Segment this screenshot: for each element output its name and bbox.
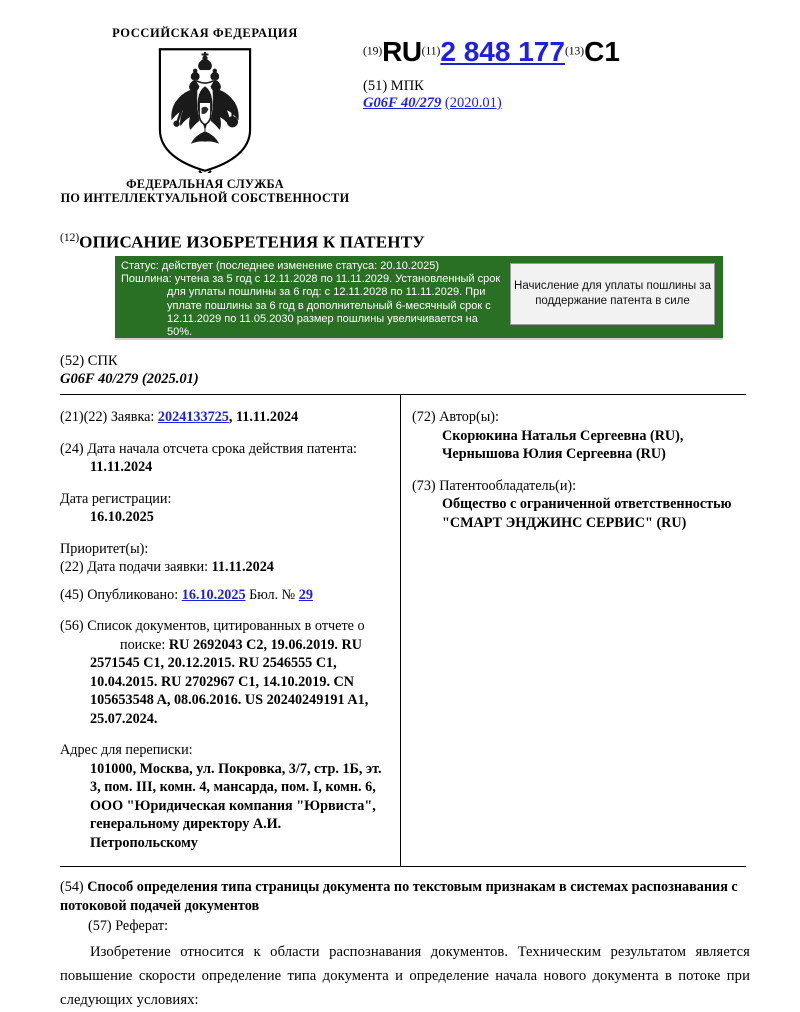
status-value: действует (последнее изменение статуса: 20.10.2025) xyxy=(161,260,439,272)
registration-label: Дата регистрации: xyxy=(60,490,172,507)
authors-value: Скорюкина Наталья Сергеевна (RU), Чернышова Юлия Сергеевна (RU) xyxy=(442,427,684,462)
published-label: Опубликовано: xyxy=(87,586,179,603)
inid-code-45: (45) xyxy=(60,586,84,603)
term-start-label: Дата начала отсчета срока действия патента: xyxy=(87,440,357,457)
abstract-heading xyxy=(88,918,168,935)
document-type-heading xyxy=(60,232,425,253)
filing-date-label: Дата подачи заявки: xyxy=(87,559,209,575)
status-line xyxy=(121,260,521,273)
holders-header xyxy=(412,477,742,496)
inid-code-54: (54) xyxy=(60,879,84,895)
correspondence-label: Адрес для переписки: xyxy=(60,742,193,758)
top-divider-rule xyxy=(60,394,746,395)
ipc-block xyxy=(363,78,783,112)
holders-field xyxy=(412,477,742,533)
filing-date-row xyxy=(60,558,390,577)
inid-code-51: (51) xyxy=(363,78,388,94)
inid-code-21-22: (21)(22) xyxy=(60,409,108,425)
fee-notice-card[interactable] xyxy=(510,263,715,325)
registration-value: 16.10.2025 xyxy=(90,509,154,525)
application-field xyxy=(60,408,390,427)
cpc-header xyxy=(60,352,199,370)
bulletin-number-link[interactable]: 29 xyxy=(298,586,313,603)
term-start-field xyxy=(60,440,390,477)
inid-code-19: (19) xyxy=(363,45,383,58)
agency-name xyxy=(55,177,355,205)
inid-code-22: (22) xyxy=(60,559,84,575)
inid-code-24: (24) xyxy=(60,440,84,457)
inid-code-12: (12) xyxy=(60,232,80,244)
term-start-value: 11.11.2024 xyxy=(90,459,153,475)
fee-text-1: учтена за 5 год с 12.11.2028 по 11.11.2029. Установленный срок xyxy=(174,273,501,286)
inid-code-73: (73) xyxy=(412,477,436,494)
holders-value: Общество с ограниченной ответственностью "СМАРТ ЭНДЖИНС СЕРВИС" (RU) xyxy=(442,496,732,531)
document-header xyxy=(0,26,800,226)
patent-number-line xyxy=(363,38,783,66)
bottom-divider-rule xyxy=(60,866,746,867)
authors-label: Автор(ы): xyxy=(439,409,499,425)
cpc-value: G06F 40/279 (2025.01) xyxy=(60,371,199,387)
fee-notice-text: Начисление для уплаты пошлины за поддержание патента в силе xyxy=(514,280,711,307)
cpc-label: СПК xyxy=(87,353,118,369)
kind-code: C1 xyxy=(584,36,620,67)
fee-line-5: 50%. xyxy=(167,326,193,339)
inid-code-72: (72) xyxy=(412,409,436,425)
citations-header xyxy=(60,617,390,728)
header-right-block xyxy=(363,38,783,112)
patent-number-link[interactable]: 2 848 177 xyxy=(440,36,565,67)
russian-coat-of-arms-icon xyxy=(156,47,254,173)
published-date-link[interactable]: 16.10.2025 xyxy=(181,586,246,603)
correspondence-value: 101000, Москва, ул. Покровка, 3/7, стр. 1Б, эт. 3, пом. III, комн. 4, мансарда, пом. I, комн. 6, ООО "Юридическая компания "Юрвиста", генеральному директору А.И. Петропольскому xyxy=(90,760,382,851)
ipc-value-row xyxy=(363,95,783,112)
bulletin-label: Бюл. № xyxy=(249,586,296,603)
fee-line-3: уплате пошлины за 6 год в дополнительный 6-месячный срок с xyxy=(167,299,491,312)
country-name: РОССИЙСКАЯ ФЕДЕРАЦИЯ xyxy=(112,26,298,40)
fee-line-2: для уплаты пошлины за 6 год: с 12.11.2028 по 11.11.2029. При xyxy=(167,286,486,299)
inid-code-52: (52) xyxy=(60,353,85,369)
status-label: Статус: xyxy=(121,260,159,272)
abstract-label-text: Реферат: xyxy=(115,918,169,934)
invention-title-text: Способ определения типа страницы документа по текстовым признакам в системах распознавания с потоковой подачей документов xyxy=(60,879,738,914)
abstract-text: Изобретение относится к области распознавания документов. Техническим результатом является повышение скорости определение типа документа и определение начала нового документа в потоке при следующих условиях: xyxy=(60,944,750,1008)
authors-header xyxy=(412,408,742,427)
priority-field xyxy=(60,540,390,577)
ipc-version-link[interactable]: (2020.01) xyxy=(444,95,502,111)
agency-name-line2: ПО ИНТЕЛЛЕКТУАЛЬНОЙ СОБСТВЕННОСТИ xyxy=(60,191,350,205)
inid-code-13: (13) xyxy=(564,45,585,58)
holders-label: Патентообладатель(и): xyxy=(439,477,577,494)
citations-field xyxy=(60,617,390,728)
published-field xyxy=(60,586,390,605)
status-banner xyxy=(115,256,723,340)
filing-date-value: 11.11.2024 xyxy=(211,559,274,575)
ipc-label: МПК xyxy=(390,78,424,94)
agency-name-line1: ФЕДЕРАЛЬНАЯ СЛУЖБА xyxy=(126,177,284,191)
application-date: , 11.11.2024 xyxy=(228,409,299,425)
registration-field xyxy=(60,490,390,527)
application-label: Заявка: xyxy=(110,409,155,425)
invention-title-block xyxy=(60,878,750,915)
inid-code-11: (11) xyxy=(421,45,441,58)
header-left-block xyxy=(55,26,355,205)
authors-field xyxy=(412,408,742,464)
inid-code-57: (57) xyxy=(88,918,112,934)
citations-label: Список документов, цитированных в отчете о xyxy=(87,618,365,634)
citations-label-2: поиске: xyxy=(120,636,166,653)
fee-line-4: 12.11.2029 по 11.05.2030 размер пошлины увеличивается на xyxy=(167,312,478,325)
cpc-block xyxy=(60,352,199,388)
application-number-link[interactable]: 2024133725 xyxy=(157,409,229,425)
bibliographic-right-column xyxy=(412,408,742,545)
inid-code-56: (56) xyxy=(60,618,84,634)
citations-value: RU 2692043 C2, 19.06.2019. RU 2571545 C1, 20.12.2015. RU 2546555 C1, 10.04.2015. RU 2702967 C1, 14.10.2019. CN 105653548 A, 08.06.2016. US 20240249191 A1, 25.07.2024. xyxy=(90,636,369,727)
ipc-code-link[interactable]: G06F 40/279 xyxy=(363,95,442,111)
fee-label: Пошлина: xyxy=(121,273,172,286)
document-type-text: ОПИСАНИЕ ИЗОБРЕТЕНИЯ К ПАТЕНТУ xyxy=(79,232,425,252)
country-code: RU xyxy=(382,36,422,67)
bibliographic-left-column xyxy=(60,408,390,865)
column-divider-rule xyxy=(400,395,401,866)
priority-label: Приоритет(ы): xyxy=(60,540,149,557)
fee-line-1 xyxy=(121,273,521,286)
status-text-block xyxy=(121,260,521,339)
ipc-header xyxy=(363,78,783,95)
correspondence-field xyxy=(60,741,390,852)
